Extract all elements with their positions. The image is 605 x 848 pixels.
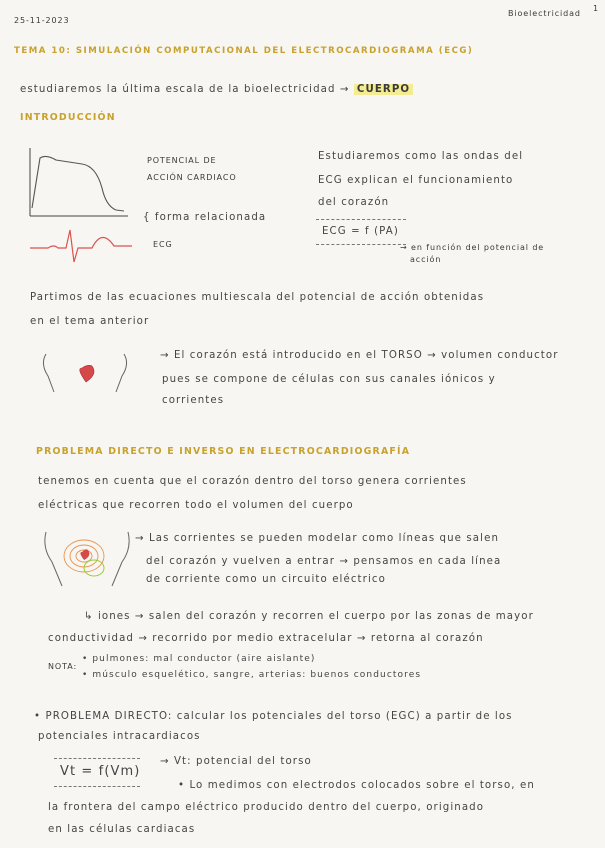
intro-line [20, 84, 413, 95]
ecg-label: ECG [153, 240, 173, 249]
ecg-graph [30, 222, 140, 267]
p2-line-3: de corriente como un circuito eléctrico [146, 574, 386, 585]
label-potencial-1: POTENCIAL DE [147, 156, 217, 165]
vt-note: → Vt: potencial del torso [160, 756, 312, 767]
p3-line-2: conductividad → recorrido por medio extracelular → retorna al corazón [48, 633, 484, 644]
formula-ecg: ECG = f (PA) [322, 226, 399, 237]
p3-line-1: ↳ iones → salen del corazón y recorren el cuerpo por las zonas de mayor [84, 611, 534, 622]
formula-note-1: → en función del potencial de [400, 243, 545, 252]
medimos-1: • Lo medimos con electrodos colocados sobre el torso, en [178, 780, 535, 791]
torso-heart-sketch [40, 352, 130, 397]
action-potential-graph [26, 148, 136, 223]
right-text-2: ECG explican el funcionamiento [318, 175, 514, 186]
medimos-2: la frontera del campo eléctrico producido dentro del cuerpo, originado [48, 802, 485, 813]
right-text-1: Estudiaremos como las ondas del [318, 151, 524, 162]
subject: Bioelectricidad [508, 9, 581, 18]
page-number: 1 [593, 4, 599, 13]
date: 25-11-2023 [14, 16, 70, 25]
formula-vt: Vt = f(Vm) [60, 764, 141, 779]
intro-text: estudiaremos la última escala de la bioelectricidad → [20, 84, 350, 95]
p1-line-2: eléctricas que recorren todo el volumen del cuerpo [38, 500, 354, 511]
page-title: TEMA 10: SIMULACIÓN COMPUTACIONAL DEL ELECTROCARDIOGRAMA (ECG) [14, 46, 474, 56]
p2-line-1: → Las corrientes se pueden modelar como líneas que salen [135, 533, 499, 544]
directo-2: potenciales intracardiacos [38, 731, 201, 742]
formula-note-2: acción [410, 255, 442, 264]
nota-2: • músculo esquelético, sangre, arterias: buenos conductores [82, 670, 422, 680]
forma-relacionada: { forma relacionada [143, 212, 267, 223]
current-lines-sketch [42, 528, 132, 590]
torso-text-1: → El corazón está introducido en el TORSO → volumen conductor [160, 350, 559, 361]
p1-line-1: tenemos en cuenta que el corazón dentro del torso genera corrientes [38, 476, 467, 487]
right-text-3: del corazón [318, 197, 390, 208]
label-potencial-2: ACCIÓN CARDIACO [147, 173, 237, 182]
torso-text-2: pues se compone de células con sus canales iónicos y [162, 374, 496, 385]
cuerpo-highlight: CUERPO [354, 84, 413, 95]
problema-heading: PROBLEMA DIRECTO E INVERSO EN ELECTROCARDIOGRAFÍA [36, 446, 411, 457]
partimos-2: en el tema anterior [30, 316, 150, 327]
nota-label: NOTA: [48, 662, 78, 671]
nota-1: • pulmones: mal conductor (aire aislante) [82, 654, 316, 664]
partimos-1: Partimos de las ecuaciones multiescala del potencial de acción obtenidas [30, 292, 485, 303]
p2-line-2: del corazón y vuelven a entrar → pensamos en cada línea [146, 556, 502, 567]
directo-1: • PROBLEMA DIRECTO: calcular los potenciales del torso (EGC) a partir de los [34, 711, 513, 722]
introduccion-heading: INTRODUCCIÓN [20, 112, 116, 123]
medimos-3: en las células cardiacas [48, 824, 196, 835]
torso-text-3: corrientes [162, 395, 225, 406]
